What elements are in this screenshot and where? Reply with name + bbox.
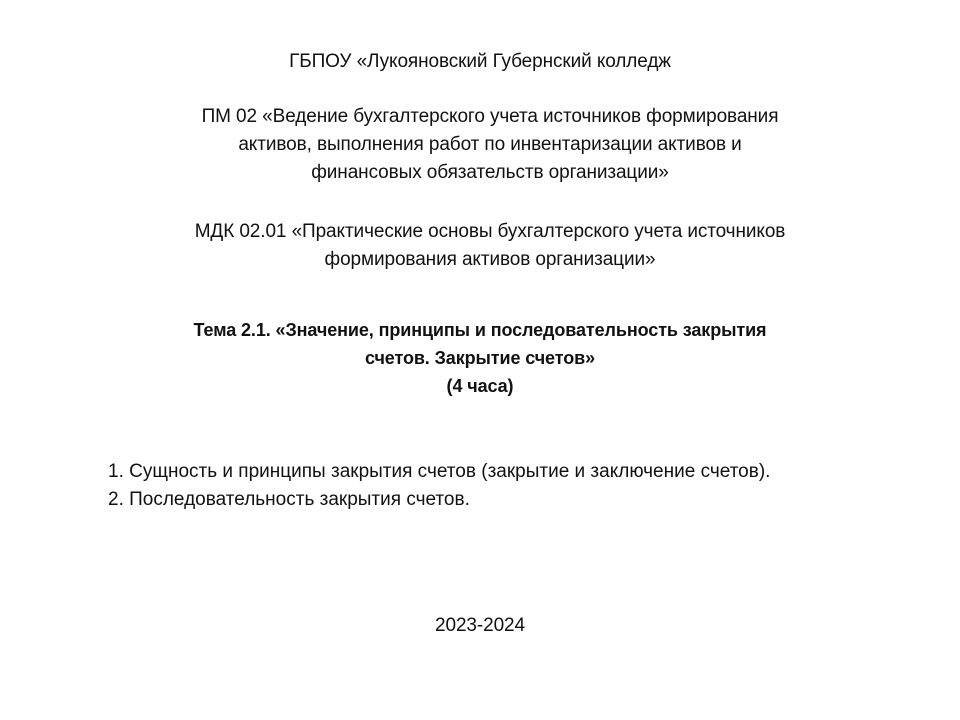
topic-line-2: счетов. Закрытие счетов» — [365, 348, 595, 368]
course-title — [0, 218, 960, 274]
professional-module-title — [0, 103, 960, 187]
pm-line-2: активов, выполнения работ по инвентаризации активов и — [238, 134, 742, 155]
college-name — [0, 48, 960, 76]
mdk-line-2: формирования активов организации» — [324, 249, 656, 270]
topic-line-1: Тема 2.1. «Значение, принципы и последовательность закрытия — [193, 320, 767, 340]
pm-line-3: финансовых обязательств организации» — [311, 162, 669, 183]
topic-title — [0, 316, 960, 400]
academic-year-text: 2023-2024 — [435, 615, 525, 636]
academic-year — [0, 612, 960, 640]
list-item: 1. Сущность и принципы закрытия счетов (закрытие и заключение счетов). — [108, 461, 771, 482]
college-name-line: ГБПОУ «Лукояновский Губернский колледж — [289, 51, 671, 72]
mdk-line-1: МДК 02.01 «Практические основы бухгалтерского учета источников — [194, 221, 786, 242]
list-item: 2. Последовательность закрытия счетов. — [108, 489, 470, 510]
pm-line-1: ПМ 02 «Ведение бухгалтерского учета источников формирования — [201, 106, 779, 127]
topic-hours: (4 часа) — [446, 376, 514, 396]
